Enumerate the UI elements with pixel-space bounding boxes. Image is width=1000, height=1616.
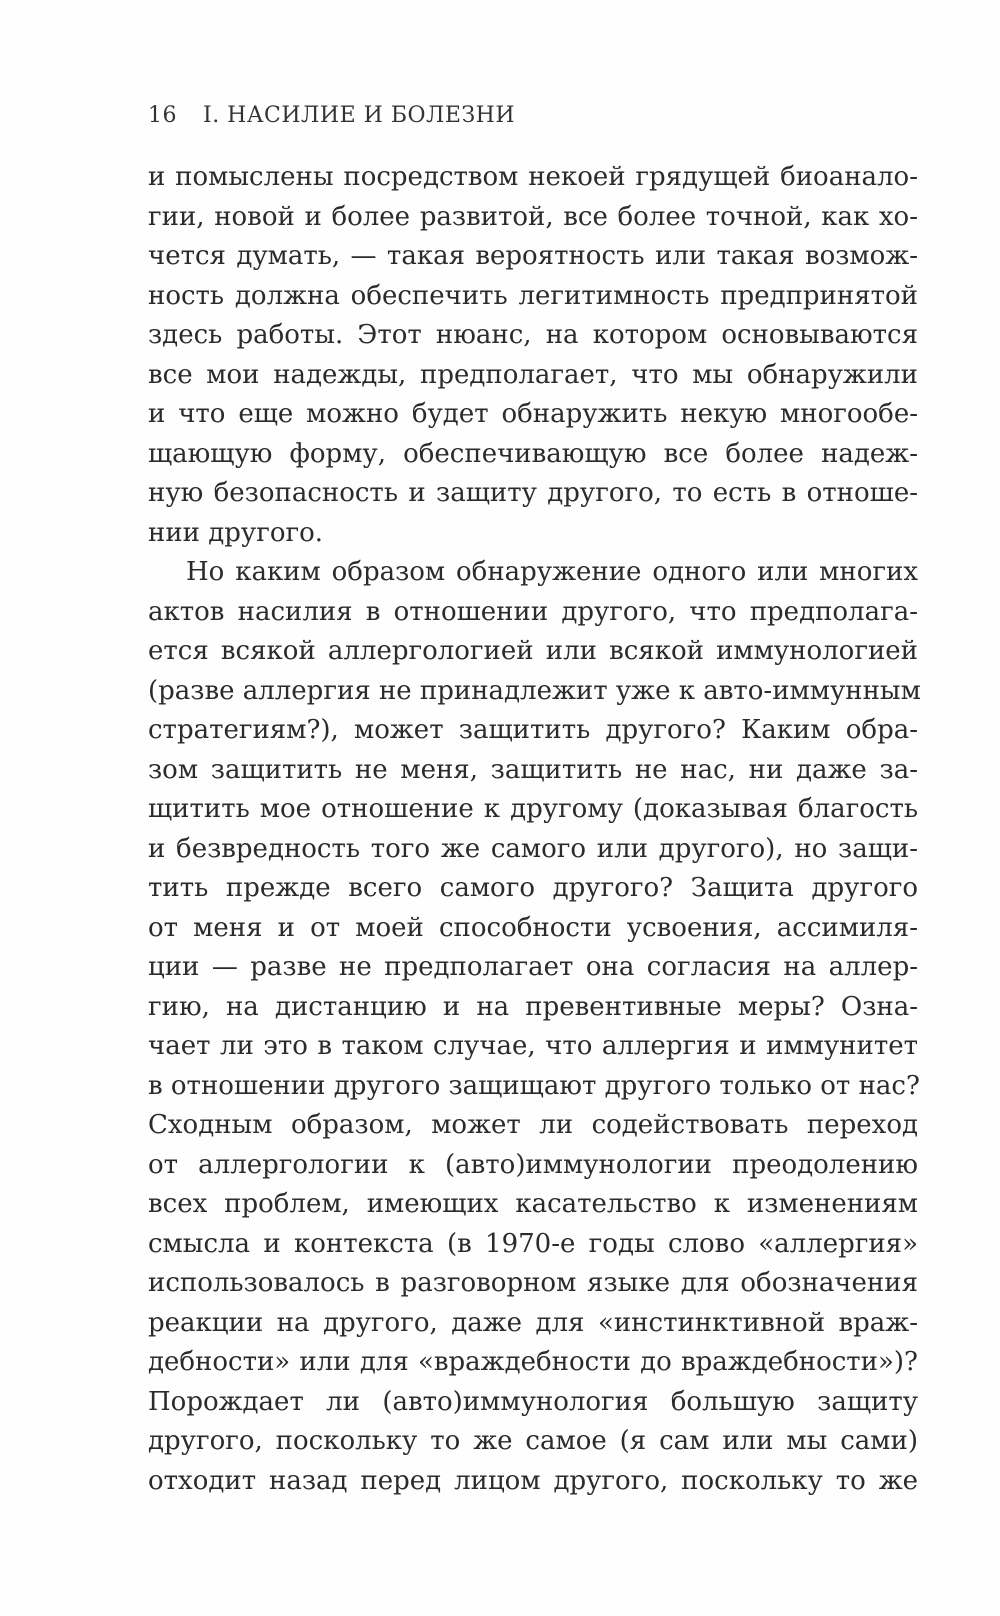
text-line: актов насилия в отношении другого, что предполага- [148, 596, 918, 627]
text-line: реакции на другого, даже для «инстинктивной враж- [148, 1307, 918, 1338]
text-line: щитить мое отношение к другому (доказывая благость [148, 794, 918, 824]
text-line: ную безопасность и защиту другого, то есть в отноше- [148, 478, 918, 508]
body-text [148, 158, 921, 1501]
text-line: другого, поскольку то же самое (я сам или мы сами) [148, 1426, 918, 1456]
text-line: от меня и от моей способности усвоения, ассимиля- [148, 912, 918, 943]
text-line: гию, на дистанцию и на превентивные меры? Озна- [148, 991, 918, 1022]
text-line: нии другого. [148, 517, 324, 548]
page-number: 16 [148, 103, 177, 128]
text-line: Но каким образом обнаружение одного или многих [186, 557, 918, 587]
text-line: зом защитить не меня, защитить не нас, ни даже за- [148, 754, 918, 785]
text-line: всех проблем, имеющих касательство к изменениям [148, 1189, 918, 1219]
text-line: (разве аллергия не принадлежит уже к авто-иммунным [148, 675, 921, 706]
text-line: использовалось в разговорном языке для обозначения [148, 1268, 918, 1298]
text-line: отходит назад перед лицом другого, поскольку то же [148, 1465, 918, 1496]
text-line: и помыслены посредством некоей грядущей биоанало- [148, 162, 918, 192]
text-line: дебности» или для «враждебности до враждебности»)? [148, 1347, 918, 1377]
text-line: щающую форму, обеспечивающую все более надеж- [148, 438, 918, 469]
text-line: ется всякой аллергологией или всякой иммунологией [148, 636, 918, 666]
text-line: чется думать, — такая вероятность или такая возмож- [148, 241, 918, 271]
text-line: ции — разве не предполагает она согласия на аллер- [148, 952, 918, 982]
text-line: стратегиям?), может защитить другого? Каким обра- [148, 715, 918, 745]
text-line: и что еще можно будет обнаружить некую многообе- [148, 399, 918, 429]
paragraph-2 [148, 553, 921, 1501]
paragraph-1 [148, 158, 918, 553]
text-line: ность должна обеспечить легитимность предпринятой [148, 280, 918, 311]
text-line: все мои надежды, предполагает, что мы обнаружили [148, 359, 918, 390]
text-line: смысла и контекста (в 1970-е годы слово «аллергия» [148, 1228, 918, 1259]
text-line: в отношении другого защищают другого только от нас? [148, 1070, 920, 1101]
text-line: и безвредность того же самого или другого), но защи- [148, 833, 918, 864]
text-line: от аллергологии к (авто)иммунологии преодолению [148, 1149, 918, 1180]
text-line: здесь работы. Этот нюанс, на котором основываются [148, 320, 918, 350]
running-head [148, 103, 515, 128]
text-line: гии, новой и более развитой, все более точной, как хо- [148, 201, 918, 232]
text-line: Порождает ли (авто)иммунология большую защиту [148, 1386, 918, 1417]
text-line: чает ли это в таком случае, что аллергия и иммунитет [148, 1031, 918, 1061]
section-title: I. НАСИЛИЕ И БОЛЕЗНИ [203, 103, 516, 128]
text-line: тить прежде всего самого другого? Защита другого [148, 873, 918, 903]
text-line: Сходным образом, может ли содействовать переход [148, 1110, 918, 1140]
